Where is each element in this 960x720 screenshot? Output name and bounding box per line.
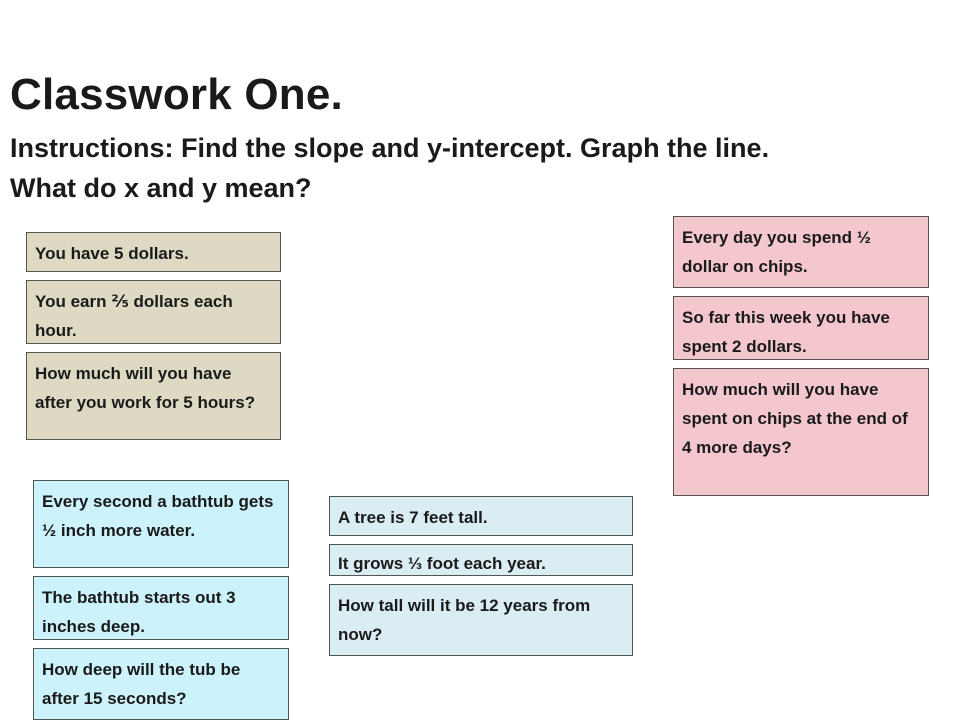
money-rate-card: You earn ⅖ dollars each hour. bbox=[26, 280, 281, 344]
instructions-text: Instructions: Find the slope and y-intercept. Graph the line. What do x and y mean? bbox=[10, 133, 770, 203]
bathtub-rate-card: Every second a bathtub gets ½ inch more water. bbox=[33, 480, 289, 568]
tree-rate-card: It grows ⅓ foot each year. bbox=[329, 544, 633, 576]
chips-rate-card: Every day you spend ½ dollar on chips. bbox=[673, 216, 929, 288]
bathtub-question-card: How deep will the tub be after 15 seconds? bbox=[33, 648, 289, 720]
slide-title: Classwork One. bbox=[10, 70, 343, 119]
bathtub-start-card: The bathtub starts out 3 inches deep. bbox=[33, 576, 289, 640]
chips-question-card: How much will you have spent on chips at the end of 4 more days? bbox=[673, 368, 929, 496]
money-start-card: You have 5 dollars. bbox=[26, 232, 281, 272]
chips-start-card: So far this week you have spent 2 dollars. bbox=[673, 296, 929, 360]
tree-question-card: How tall will it be 12 years from now? bbox=[329, 584, 633, 656]
money-question-card: How much will you have after you work for 5 hours? bbox=[26, 352, 281, 440]
tree-start-card: A tree is 7 feet tall. bbox=[329, 496, 633, 536]
